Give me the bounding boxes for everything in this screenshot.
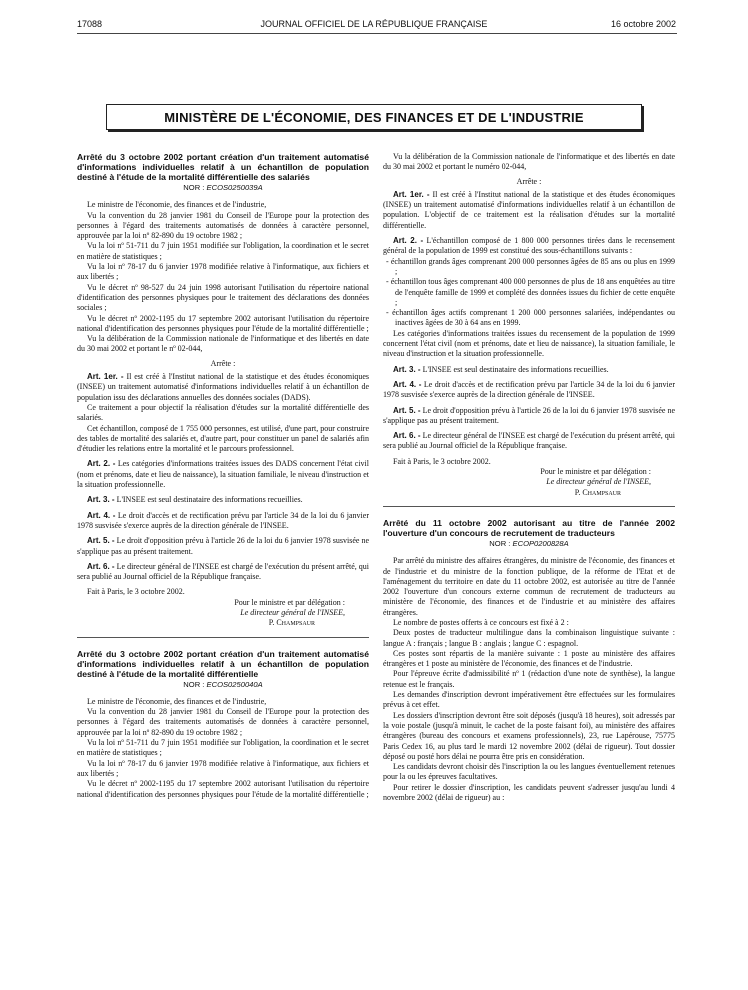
paragraph: Le nombre de postes offerts à ce concours est fixé à 2 : — [393, 617, 569, 627]
paragraph: Vu la délibération de la Commission nationale de l'informatique et des libertés en date du 30 mai 2002 et portant le numéro 02-044, — [383, 152, 675, 172]
left-column — [77, 152, 369, 800]
header-rule — [77, 33, 677, 34]
paragraph: Par arrêté du ministre des affaires étrangères, du ministre de l'économie, des finances et de l'industrie et du ministre de la fonction publique, de la réforme de l'Etat et de l'aménagement du territoire en date du 11 octobre 2002, est autorisée au titre de l'année 2002 l'ouverture d'un concours externe commun de recrutement de traducteurs au ministère de l'économie, des finances et de l'industrie et au ministère des affaires étrangères. — [383, 556, 675, 617]
article-4: Art. 4. - Le droit d'accès et de rectification prévu par l'article 34 de la loi du 6 janvier 1978 susvisée s'exerce auprès de la direction générale de l'INSEE. — [383, 379, 675, 400]
section-divider — [383, 506, 675, 507]
journal-title: JOURNAL OFFICIEL DE LA RÉPUBLIQUE FRANÇAISE — [260, 19, 488, 29]
signature-delegation: Pour le ministre et par délégation : — [540, 467, 651, 477]
signing-place-date: Fait à Paris, le 3 octobre 2002. — [87, 587, 185, 597]
article-5: Art. 5. - Le droit d'opposition prévu à l'article 26 de la loi du 6 janvier 1978 susvisée ne s'applique pas au présent traitement. — [77, 536, 370, 556]
signature-delegation: Pour le ministre et par délégation : — [234, 597, 345, 607]
paragraph: Vu la loi nº 78-17 du 6 janvier 1978 modifiée relative à l'informatique, aux fichiers et aux libertés ; — [77, 758, 369, 778]
issue-date: 16 octobre 2002 — [610, 19, 676, 29]
signature-name: P. Champsaur — [574, 487, 621, 497]
paragraph: Vu la loi nº 78-17 du 6 janvier 1978 modifiée relative à l'informatique, aux fichiers et aux libertés ; — [77, 262, 369, 282]
article-4: Art. 4. - Le droit d'accès et de rectification prévu par l'article 34 de la loi du 6 janvier 1978 susvisée s'exerce auprès de la direction générale de l'INSEE. — [77, 510, 369, 530]
paragraph: Deux postes de traducteur multilingue dans la combinaison linguistique suivante : langue A : français ; langue B : anglais ; langue C : espagnol. — [383, 628, 675, 648]
paragraph: Ces postes sont répartis de la manière suivante : 1 poste au ministère des affaires étrangères et 1 poste au ministère de l'économie, des finances et de l'industrie. — [383, 648, 675, 669]
paragraph: Les demandes d'inscription devront impérativement être effectuées sur les formulaires prévus à cet effet. — [383, 690, 675, 710]
paragraph: Vu le décret nº 98-527 du 24 juin 1998 autorisant l'utilisation du répertoire national d'identification des personnes physiques pour le traitement des déclarations des données sociales ; — [77, 282, 369, 313]
paragraph: Pour retirer le dossier d'inscription, les candidats peuvent s'adresser jusqu'au lundi 4 novembre 2002 (délai de rigueur) au : — [383, 782, 675, 803]
paragraph: Les catégories d'informations traitées issues du recensement de la population de 1999 concernent l'état civil (nom et prénoms, date et lieu de naissance), la situation familiale, le niveau d'instruction et la situation professionnelle. — [383, 328, 675, 359]
article-6: Art. 6. - Le directeur général de l'INSEE est chargé de l'exécution du présent arrêté, qui sera publié au Journal officiel de la République française. — [383, 431, 676, 451]
paragraph: Ce traitement a pour objectif la réalisation d'études sur la mortalité différentielle des salariés. — [77, 402, 369, 423]
list-item: - échantillon grands âges comprenant 200 000 personnes âgées de 85 ans ou plus en 1999 ; — [386, 256, 675, 276]
paragraph: Vu la convention du 28 janvier 1981 du Conseil de l'Europe pour la protection des personnes à l'égard des traitements automatisés de données à caractère personnel, approuvée par la loi nº 82-890 du 19 octobre 1982 ; — [77, 210, 369, 241]
article-1: Art. 1er. - Il est créé à l'Institut national de la statistique et des études économiques (INSEE) un traitement automatisé d'informations individuelles relatif à un échantillon de population. L'objectif de ce traitement est la réalisation d'études sur la mortalité différentielle. — [383, 189, 676, 230]
signature-role: Le directeur général de l'INSEE, — [240, 607, 345, 617]
decree-title: Arrêté du 3 octobre 2002 portant création d'un traitement automatisé d'informations individuelles relatif à un échantillon de population destiné à l'étude de la mortalité différentielle — [77, 648, 369, 679]
article-6: Art. 6. - Le directeur général de l'INSEE est chargé de l'exécution du présent arrêté, qui sera publié au Journal officiel de la République française. — [77, 561, 370, 582]
decree-title: Arrêté du 3 octobre 2002 portant création d'un traitement automatisé d'informations individuelles relatif à un échantillon de population destiné à l'étude de la mortalité différentielle des salariés — [77, 152, 369, 182]
signature-name: P. Champsaur — [268, 618, 315, 628]
signature-role: Le directeur général de l'INSEE, — [546, 477, 651, 487]
signing-place-date: Fait à Paris, le 3 octobre 2002. — [393, 456, 491, 466]
ministry-heading: MINISTÈRE DE L'ÉCONOMIE, DES FINANCES ET DE L'INDUSTRIE — [106, 104, 642, 130]
article-1: Art. 1er. - Il est créé à l'Institut national de la statistique et des études économiques (INSEE) un traitement automatisé d'informations individuelles relatif à un échantillon de population issu des déclarations annuelles des données sociales (DADS). — [77, 372, 370, 402]
nor-reference: NOR : ECOP0200828A — [489, 538, 569, 548]
paragraph: Les candidats devront choisir dès l'inscription la ou les langues éventuellement retenues pour la ou les épreuves facultatives. — [383, 762, 675, 782]
arrete-label: Arrête : — [210, 358, 236, 368]
list-item: - échantillon âges actifs comprenant 1 200 000 personnes salariées, indépendantes ou inactives âgées de 30 à 64 ans en 1999. — [386, 308, 675, 328]
article-2: Art. 2. - Les catégories d'informations traitées issues des DADS concernent l'état civil (nom et prénoms, date et lieu de naissance), la situation familiale, le niveau d'instruction et la situation professionnelle. — [77, 459, 370, 490]
paragraph: Pour l'épreuve écrite d'admissibilité nº 1 (rédaction d'une note de synthèse), la langue retenue est le français. — [383, 669, 675, 689]
paragraph: Vu la convention du 28 janvier 1981 du Conseil de l'Europe pour la protection des personnes à l'égard des traitements automatisés de données à caractère personnel, approuvée par la loi nº 82-890 du 19 octobre 1982 ; — [77, 707, 369, 737]
paragraph: Le ministre de l'économie, des finances et de l'industrie, — [87, 200, 267, 210]
nor-reference: NOR : ECOS0250040A — [183, 679, 263, 689]
paragraph: Vu la loi nº 51-711 du 7 juin 1951 modifiée sur l'obligation, la coordination et le secret en matière de statistiques ; — [77, 738, 369, 758]
paragraph: Vu le décret nº 2002-1195 du 17 septembre 2002 autorisant l'utilisation du répertoire national d'identification des personnes physiques pour l'étude de la mortalité différentielle ; — [77, 313, 369, 333]
right-column — [383, 152, 675, 803]
decree-title: Arrêté du 11 octobre 2002 autorisant au titre de l'année 2002 l'ouverture d'un concours de recrutement de traducteurs — [383, 517, 675, 538]
article-2: Art. 2. - L'échantillon composé de 1 800 000 personnes tirées dans le recensement général de la population de 1999 est constitué des sous-échantillons suivants : — [383, 236, 675, 256]
nor-reference: NOR : ECOS0250039A — [183, 183, 263, 192]
article-3: Art. 3. - L'INSEE est seul destinataire des informations recueillies. — [87, 495, 303, 505]
section-divider — [77, 637, 369, 638]
article-5: Art. 5. - Le droit d'opposition prévu à l'article 26 de la loi du 6 janvier 1978 susvisée ne s'applique pas au présent traitement. — [383, 405, 676, 425]
paragraph: Cet échantillon, composé de 1 755 000 personnes, est utilisé, d'une part, pour construire des tables de mortalité des salariés et, d'autre part, pour constituer un panel de salariés afin d'étudier les relations entre la mortalité et le parcours professionnel. — [77, 423, 369, 454]
paragraph: Vu la loi nº 51-711 du 7 juin 1951 modifiée sur l'obligation, la coordination et le secret en matière de statistiques ; — [77, 241, 369, 261]
paragraph: Les dossiers d'inscription devront être soit déposés (jusqu'à 18 heures), soit adressés par la voie postale (jusqu'à minuit, le cachet de la poste faisant foi), au ministère des affaires étrangères (bureau des concours et examens professionnels), 23, rue Lapérouse, 75775 Paris Cedex 16, au plus tard le mardi 12 novembre 2002 (délai de rigueur). Tout dossier déposé ou posté hors délai ne pourra être pris en considération. — [383, 710, 675, 761]
paragraph: Vu la délibération de la Commission nationale de l'informatique et des libertés en date du 30 mai 2002 et portant le nº 02-044, — [77, 334, 369, 354]
list-item: - échantillon tous âges comprenant 400 000 personnes de plus de 18 ans enquêtées au titre de l'enquête famille de 1999 et complété des données issues du fichier de cette enquête ; — [386, 277, 675, 307]
article-3: Art. 3. - L'INSEE est seul destinataire des informations recueillies. — [393, 364, 609, 374]
paragraph: Vu le décret nº 2002-1195 du 17 septembre 2002 autorisant l'utilisation du répertoire national d'identification des personnes physiques pour l'étude de la mortalité différentielle ; — [77, 779, 369, 799]
paragraph: Le ministre de l'économie, des finances et de l'industrie, — [87, 696, 267, 706]
arrete-label: Arrête : — [516, 176, 542, 186]
page-number: 17088 — [77, 19, 103, 29]
